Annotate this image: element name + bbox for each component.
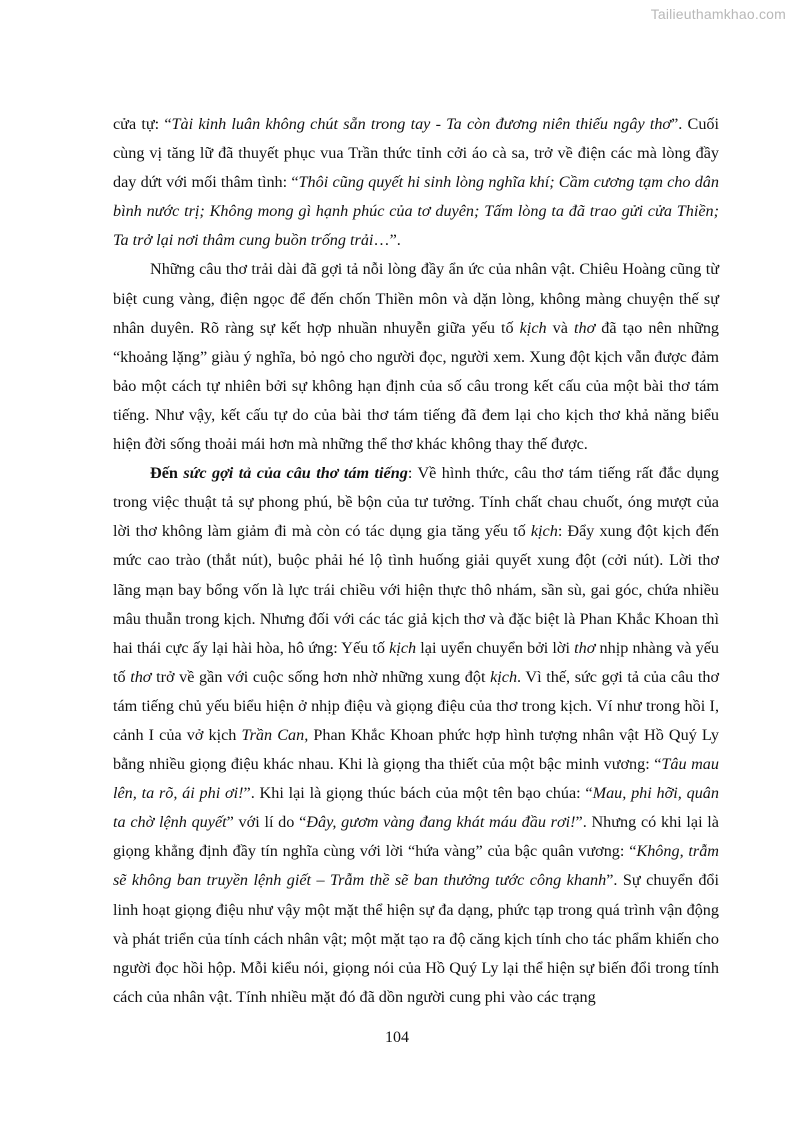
text-run: và xyxy=(546,318,574,337)
text-run: ”. Cuối cùng vị tăng lữ đã thuyết phục vua Trần thức tỉnh cởi áo cà sa, trở về điện các mà lòng đầy day dứt với mối thâm tình: “ xyxy=(113,115,719,192)
text-run: đã tạo nên những “khoảng lặng” giàu ý nghĩa, bỏ ngỏ cho người đọc, người xem. Xung đột kịch vẫn được đảm bảo một cách tự nhiên bởi sự không hạn định của số câu trong kết cấu của một bài thơ tám tiếng. Như vậy, kết cấu tự do của bài thơ tám tiếng đã đem lại cho kịch thơ khả năng biểu hiện đời sống thoải mái hơn mà những thể thơ khác không thay thế được. xyxy=(113,318,720,454)
text-run: : Đẩy xung đột kịch đến mức cao trào (thắt nút), buộc phải hé lộ tình huống giải quyết xung đột (cởi nút). Lời thơ lãng mạn bay bổng vốn là lực trái chiều với hiện thực thô nhám, sần sù, gai góc, chứa nhiều mâu thuẫn trong kịch. Nhưng đối với các tác giả kịch thơ và đặc biệt là Phan Khắc Khoan thì hai thái cực ấy lại hài hòa, hô ứng: Yếu tố xyxy=(113,522,719,657)
body-paragraph xyxy=(113,459,719,1012)
text-run: ”. Khi lại là giọng thúc bách của một tên bạo chúa: “ xyxy=(243,784,593,803)
text-run: : Về hình thức, câu thơ tám tiếng rất đắc dụng trong việc thuật tả sự phong phú, bề bộn của tư tưởng. Tính chất chau chuốt, óng mượt của lời thơ không làm giảm đi mà còn có tác dụng gia tăng yếu tố xyxy=(113,464,719,541)
text-run: Phan Khắc Khoan phức hợp hình tượng nhân vật Hồ Quý Ly bằng nhiều giọng điệu khác nhau. Khi là giọng tha thiết của một bậc minh vương: “ xyxy=(113,725,719,774)
italic-run: kịch xyxy=(490,667,518,686)
text-run: Những câu thơ trải dài đã gợi tả nỗi lòng đầy ẩn ức của nhân vật. Chiêu Hoàng cũng từ biệt cung vàng, điện ngọc để đến chốn Thiền môn và dặn lòng, không màng chuyện thế sự nhân duyên. Rõ ràng sự kết hợp nhuần nhuyễn giữa yếu tố xyxy=(113,260,719,337)
italic-run: Tâu mau lên, ta rõ, ái phi ơi! xyxy=(113,755,719,803)
text-run: ”. Sự chuyển đổi linh hoạt giọng điệu như vậy một mặt thể hiện sự đa dạng, phức tạp trong quá trình vận động và phát triển của tính cách nhân vật; một mặt tạo ra độ căng kịch tính cho tác phẩm khiến cho người đọc hồi hộp. Mỗi kiểu nói, giọng nói của Hồ Quý Ly lại thể hiện sự biến đổi trong tính cách của nhân vật. Tính nhiều mặt đó đã dồn người cung phi vào các trạng xyxy=(113,871,720,1006)
text-run: ”. Nhưng có khi lại là giọng khẳng định đầy tín nghĩa cùng với lời “hứa vàng” của bậc quân vương: “ xyxy=(113,813,719,861)
bold-italic-run: sức gợi tả của câu thơ tám tiếng xyxy=(183,464,408,483)
italic-run: kịch xyxy=(519,318,547,337)
italic-run: Thôi cũng quyết hi sinh lòng nghĩa khí; Cầm cương tạm cho dân bình nước trị; Không mong gì hạnh phúc của tơ duyên; Tấm lòng ta đã trao gửi cửa Thiền; Ta trở lại nơi thâm cung buồn trống trải xyxy=(113,173,719,250)
italic-run: thơ xyxy=(130,667,152,686)
italic-run: Trần Can, xyxy=(241,725,309,744)
italic-run: kịch xyxy=(530,522,558,541)
bold-run: Đến xyxy=(150,464,184,483)
text-run: . Vì thế, sức gợi tả của câu thơ tám tiếng chủ yếu biểu hiện ở nhịp điệu và giọng điệu của thơ trong kịch. Ví như trong hồi I, cảnh I của vở kịch xyxy=(113,667,719,744)
watermark-text: Tailieuthamkhao.com xyxy=(650,6,786,22)
italic-run: kịch xyxy=(389,638,417,657)
italic-run: Tài kinh luân không chút sẵn trong tay - Ta còn đương niên thiếu ngây thơ xyxy=(171,115,672,133)
text-run: trở về gần với cuộc sống hơn nhờ những xung đột xyxy=(151,667,491,686)
text-run: nhịp nhàng và yếu tố xyxy=(113,638,719,686)
text-run: ” với lí do “ xyxy=(226,813,307,832)
italic-run: Không, trẫm sẽ không ban truyền lệnh giết – Trẫm thề sẽ ban thưởng tước công khanh xyxy=(113,842,719,890)
italic-run: Đây, gươm vàng đang khát máu đầu rơi! xyxy=(306,813,576,832)
text-run: …”. xyxy=(373,231,401,250)
body-paragraph xyxy=(113,110,719,255)
page-body xyxy=(113,110,719,1012)
italic-run: thơ xyxy=(574,318,596,337)
italic-run: thơ xyxy=(574,638,596,657)
body-paragraph xyxy=(113,255,719,459)
text-run: cửa tự: “ xyxy=(113,115,172,133)
page-number: 104 xyxy=(385,1029,409,1046)
italic-run: Mau, phi hỡi, quân ta chờ lệnh quyết xyxy=(113,784,719,832)
text-run: lại uyển chuyển bởi lời xyxy=(416,638,575,657)
